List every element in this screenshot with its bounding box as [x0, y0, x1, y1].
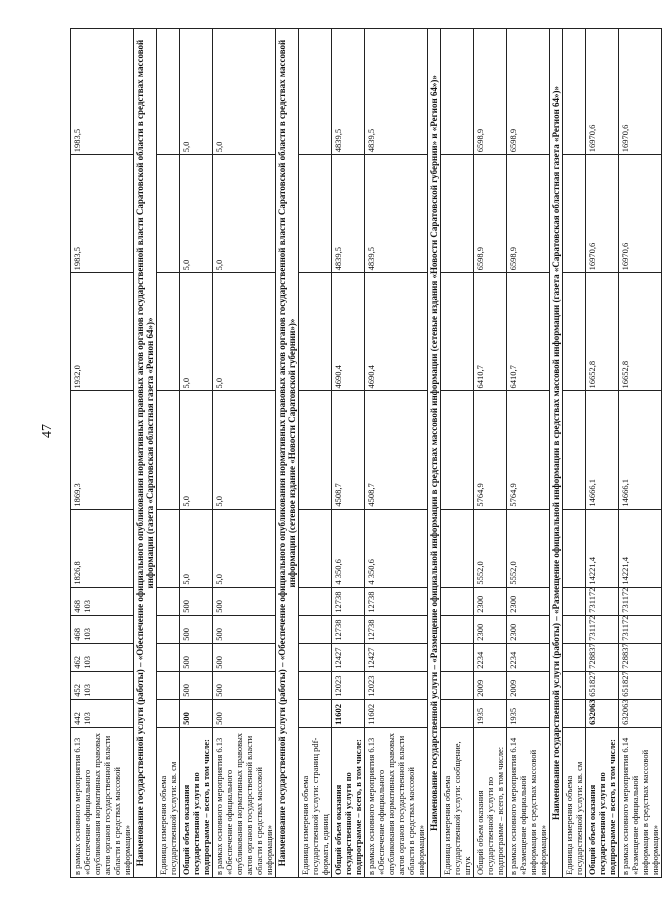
value-text: 1869,3: [72, 483, 82, 507]
value-cell: [365, 671, 428, 699]
value-cell: [365, 155, 428, 273]
value-text: 4 350,6: [366, 559, 376, 585]
section-header-row: [428, 29, 441, 878]
value-cell: [619, 699, 662, 727]
value-cell: [180, 699, 213, 727]
value-text: 4839,5: [366, 128, 376, 153]
row-label: в рамках основного мероприятия 6.14 «Размещение официальной информации в средствах массовой информации»: [619, 727, 662, 877]
table-row: [365, 29, 428, 878]
value-text: 4690,4: [366, 365, 376, 389]
value-text: 731172: [587, 615, 597, 641]
value-cell: [332, 509, 365, 587]
value-text: 500: [181, 656, 191, 669]
value-text-second: 103: [82, 599, 92, 613]
value-text: 2009: [508, 679, 518, 697]
row-label: в рамках основного мероприятия 6.13 «Обеспечение официального опубликования нормативных правовых актов органов государственной власти области в средствах массовой информации»: [213, 727, 276, 877]
table-row: [507, 29, 550, 878]
value-text: 6598,9: [475, 246, 485, 271]
value-cell: [213, 643, 276, 671]
value-cell: [180, 671, 213, 699]
value-text: 4839,5: [366, 246, 376, 271]
value-cell: [157, 643, 180, 671]
value-cell: [157, 671, 180, 699]
value-cell: [299, 615, 332, 643]
value-cell: [299, 587, 332, 615]
value-text: 14666,1: [587, 478, 597, 507]
value-text: 500: [181, 627, 191, 641]
value-text: 1983,5: [72, 246, 82, 271]
value-text: 5764,9: [508, 483, 518, 507]
value-cell: [507, 699, 550, 727]
value-cell: [586, 509, 619, 587]
page-number: 47: [40, 424, 55, 438]
value-text: 1935: [475, 707, 485, 725]
value-cell: [507, 643, 550, 671]
value-cell: [563, 29, 586, 155]
value-cell: [507, 671, 550, 699]
table-row: [71, 29, 134, 878]
value-text: 16970,6: [620, 242, 630, 271]
value-text: 500: [214, 656, 224, 669]
value-cell: [365, 391, 428, 509]
value-cell: [365, 615, 428, 643]
value-cell: [586, 643, 619, 671]
value-cell: [299, 155, 332, 273]
value-text: 500: [214, 712, 224, 725]
value-cell: [441, 587, 474, 615]
value-cell: [507, 587, 550, 615]
value-cell: [563, 391, 586, 509]
value-cell: [586, 273, 619, 391]
value-cell: [332, 391, 365, 509]
value-text: 16970,6: [620, 124, 630, 153]
value-text: 16970,6: [587, 124, 597, 153]
value-text: 500: [214, 684, 224, 697]
value-text: 442: [72, 712, 82, 725]
value-text-second: 103: [82, 656, 92, 669]
value-text: 4508,7: [333, 483, 343, 507]
value-cell: [586, 615, 619, 643]
value-cell: [71, 273, 134, 391]
value-cell: [586, 29, 619, 155]
value-cell: [563, 509, 586, 587]
value-cell: [71, 615, 134, 643]
value-text: 4690,4: [333, 365, 343, 389]
value-cell: [441, 699, 474, 727]
section-title: Наименование государственной услуги (работы) – «Размещение официальной информации в средствах массовой информации (газета «Саратовская областная газета «Регион 64»)»: [550, 29, 563, 878]
value-cell: [332, 273, 365, 391]
value-text: 728837: [587, 643, 597, 669]
value-text: 6598,9: [475, 128, 485, 153]
value-text: 468: [72, 599, 82, 613]
value-cell: [507, 155, 550, 273]
table-row: [213, 29, 276, 878]
value-cell: [332, 699, 365, 727]
value-cell: [441, 509, 474, 587]
section-title: Наименование государственной услуги (работы) – «Обеспечение официального опубликования нормативных правовых актов органов государственной власти Саратовской области в средствах массовой информации (газета «Саратовская областная газета «Регион 64»)»: [134, 29, 157, 878]
value-text: 4839,5: [333, 128, 343, 153]
value-text: 12023: [366, 675, 376, 697]
services-volume-table: [70, 28, 662, 878]
value-cell: [213, 671, 276, 699]
value-cell: [474, 671, 507, 699]
value-cell: [619, 29, 662, 155]
value-cell: [365, 29, 428, 155]
value-text: 12738: [366, 619, 376, 641]
value-cell: [474, 509, 507, 587]
value-text: 6410,7: [508, 365, 518, 389]
value-cell: [180, 273, 213, 391]
table-row: [332, 29, 365, 878]
value-text: 5,0: [214, 574, 224, 585]
value-cell: [365, 587, 428, 615]
value-cell: [157, 29, 180, 155]
value-text: 6598,9: [508, 246, 518, 271]
value-cell: [563, 643, 586, 671]
value-cell: [332, 29, 365, 155]
value-cell: [213, 155, 276, 273]
value-cell: [563, 671, 586, 699]
value-cell: [71, 509, 134, 587]
value-text-second: 103: [82, 684, 92, 697]
value-cell: [619, 587, 662, 615]
value-text: 651827: [587, 671, 597, 697]
value-cell: [157, 699, 180, 727]
value-text: 11602: [333, 704, 343, 725]
value-cell: [332, 155, 365, 273]
row-label: Единица измерения объема государственной услуги: страниц pdf-формата, единиц: [299, 727, 332, 877]
value-cell: [619, 671, 662, 699]
value-cell: [213, 587, 276, 615]
value-cell: [474, 273, 507, 391]
value-text: 728837: [620, 643, 630, 669]
value-text: 16652,8: [587, 360, 597, 389]
section-title: Наименование государственной услуги – «Размещение официальной информации в средствах массовой информации (сетевые издания «Новости Саратовской губернии» и «Регион 64»)»: [428, 29, 441, 878]
value-text: 731172: [620, 615, 630, 641]
value-text: 5552,0: [475, 561, 485, 585]
value-cell: [507, 29, 550, 155]
value-cell: [619, 643, 662, 671]
value-text: 5,0: [214, 495, 224, 507]
value-cell: [441, 391, 474, 509]
value-cell: [507, 509, 550, 587]
value-cell: [507, 273, 550, 391]
row-label: Единица измерения объема государственной услуги: кв. см: [157, 727, 180, 877]
value-cell: [157, 615, 180, 643]
value-cell: [299, 671, 332, 699]
value-cell: [441, 273, 474, 391]
value-cell: [213, 29, 276, 155]
value-text: 12427: [333, 647, 343, 669]
value-text: 6410,7: [475, 365, 485, 389]
value-text: 11602: [366, 703, 376, 725]
value-text: 2300: [475, 623, 485, 641]
value-cell: [365, 643, 428, 671]
value-cell: [213, 699, 276, 727]
value-cell: [586, 587, 619, 615]
value-cell: [299, 273, 332, 391]
value-text: 4839,5: [333, 246, 343, 271]
value-cell: [299, 29, 332, 155]
value-text: 12738: [333, 591, 343, 613]
value-text: 731172: [620, 587, 630, 613]
value-cell: [180, 587, 213, 615]
row-label: Общий объем оказания государственной услуги по подпрограмме – всего, в том числе:: [586, 727, 619, 877]
section-header-row: [550, 29, 563, 878]
value-text: 2234: [508, 651, 518, 669]
value-cell: [619, 155, 662, 273]
value-text: 2009: [475, 679, 485, 697]
value-cell: [563, 587, 586, 615]
value-text: 462: [72, 656, 82, 669]
value-cell: [474, 699, 507, 727]
value-cell: [71, 29, 134, 155]
table-row: [474, 29, 507, 878]
value-text: 500: [181, 599, 191, 613]
value-text: 6598,9: [508, 128, 518, 153]
value-text: 14221,4: [620, 557, 630, 585]
value-text: 16970,6: [587, 242, 597, 271]
value-cell: [213, 615, 276, 643]
value-text: 632063: [620, 699, 630, 725]
value-cell: [157, 155, 180, 273]
value-cell: [157, 509, 180, 587]
value-cell: [474, 643, 507, 671]
table-row: [619, 29, 662, 878]
value-cell: [441, 29, 474, 155]
value-cell: [474, 587, 507, 615]
value-text: 2234: [475, 651, 485, 669]
value-cell: [619, 273, 662, 391]
value-cell: [157, 273, 180, 391]
value-cell: [332, 671, 365, 699]
value-text: 5,0: [181, 141, 191, 153]
value-text: 12023: [333, 675, 343, 697]
row-label: в рамках основного мероприятия 6.14 «Размещение официальной информации в средствах массовой информации»: [507, 727, 550, 877]
section-title: Наименование государственной услуги (работы) – «Обеспечение официального опубликования нормативных правовых актов органов государственной власти Саратовской области в средствах массовой информации (сетевое издание «Новости Саратовской губернии»)»: [276, 29, 299, 878]
value-text: 1983,5: [72, 128, 82, 153]
value-cell: [213, 509, 276, 587]
row-label: Единица измерения объема государственной услуги: кв. см: [563, 727, 586, 877]
row-label: Общий объем оказания государственной услуги по подпрограмме – всего, в том числе:: [180, 727, 213, 877]
value-cell: [365, 699, 428, 727]
table-row: [586, 29, 619, 878]
value-cell: [586, 391, 619, 509]
value-text: 2300: [508, 595, 518, 613]
value-cell: [71, 643, 134, 671]
value-cell: [332, 587, 365, 615]
value-text: 500: [181, 684, 191, 697]
rotated-table-sheet: [70, 28, 660, 878]
value-text: 16652,8: [620, 360, 630, 389]
value-text: 4 350,6: [333, 559, 343, 585]
value-text: 500: [181, 712, 191, 725]
value-text: 1935: [508, 707, 518, 725]
value-cell: [71, 155, 134, 273]
value-cell: [180, 615, 213, 643]
value-cell: [507, 615, 550, 643]
value-text: 5,0: [214, 141, 224, 153]
value-cell: [332, 643, 365, 671]
value-cell: [563, 155, 586, 273]
value-text: 651827: [620, 671, 630, 697]
value-cell: [365, 509, 428, 587]
value-cell: [441, 643, 474, 671]
value-cell: [180, 29, 213, 155]
value-cell: [157, 391, 180, 509]
section-header-row: [134, 29, 157, 878]
row-label: Общий объем оказания государственной услуги по подпрограмме – всего, в том числе:: [474, 727, 507, 877]
value-text: 14221,4: [587, 557, 597, 585]
value-text: 5,0: [214, 259, 224, 271]
row-label: в рамках основного мероприятия 6.13 «Обеспечение официального опубликования нормативных правовых актов органов государственной власти области в средствах массовой информации»: [365, 727, 428, 877]
value-cell: [441, 671, 474, 699]
value-cell: [71, 699, 134, 727]
value-cell: [441, 615, 474, 643]
value-cell: [563, 699, 586, 727]
section-header-row: [276, 29, 299, 878]
value-text: 5764,9: [475, 483, 485, 507]
value-text: 1932,0: [72, 365, 82, 389]
value-cell: [474, 29, 507, 155]
value-cell: [586, 699, 619, 727]
value-cell: [563, 615, 586, 643]
value-text: 452: [72, 684, 82, 697]
value-cell: [474, 391, 507, 509]
value-cell: [332, 615, 365, 643]
value-text: 5552,0: [508, 561, 518, 585]
value-cell: [180, 643, 213, 671]
value-cell: [71, 587, 134, 615]
row-label: Общий объем оказания государственной услуги по подпрограмме – всего, в том числе:: [332, 727, 365, 877]
value-text: 2300: [508, 623, 518, 641]
value-text-second: 103: [82, 627, 92, 641]
value-text: 5,0: [181, 377, 191, 389]
value-cell: [619, 391, 662, 509]
value-cell: [619, 615, 662, 643]
value-text: 4508,7: [366, 483, 376, 507]
value-text: 632063: [587, 699, 597, 725]
value-cell: [180, 391, 213, 509]
value-text: 731172: [587, 587, 597, 613]
value-text: 5,0: [181, 259, 191, 271]
row-label: Единица измерения объема государственной услуги: сообщение, штук: [441, 727, 474, 877]
value-cell: [299, 643, 332, 671]
value-text: 12738: [366, 591, 376, 613]
value-text: 5,0: [214, 377, 224, 389]
value-cell: [180, 155, 213, 273]
table-row: [441, 29, 474, 878]
value-text: 500: [214, 627, 224, 641]
value-text: 468: [72, 627, 82, 641]
table-row: [180, 29, 213, 878]
table-body: [71, 29, 662, 878]
value-cell: [441, 155, 474, 273]
table-row: [299, 29, 332, 878]
value-cell: [586, 155, 619, 273]
value-text: 5,0: [181, 495, 191, 507]
value-cell: [71, 391, 134, 509]
value-cell: [586, 671, 619, 699]
row-label: в рамках основного мероприятия 6.13 «Обеспечение официального опубликования нормативных правовых актов органов государственной власти области в средствах массовой информации»: [71, 727, 134, 877]
value-text: 1826,8: [72, 561, 82, 585]
value-text-second: 103: [82, 712, 92, 725]
value-text: 12427: [366, 647, 376, 669]
value-cell: [299, 391, 332, 509]
value-cell: [507, 391, 550, 509]
value-text: 12738: [333, 619, 343, 641]
value-cell: [619, 509, 662, 587]
value-text: 5,0: [181, 574, 191, 585]
value-cell: [365, 273, 428, 391]
table-row: [563, 29, 586, 878]
value-cell: [213, 391, 276, 509]
value-cell: [563, 273, 586, 391]
value-cell: [180, 509, 213, 587]
value-text: 14666,1: [620, 478, 630, 507]
value-cell: [474, 155, 507, 273]
value-text: 500: [214, 599, 224, 613]
value-cell: [299, 509, 332, 587]
value-cell: [71, 671, 134, 699]
value-cell: [474, 615, 507, 643]
value-cell: [299, 699, 332, 727]
value-cell: [157, 587, 180, 615]
table-row: [157, 29, 180, 878]
value-cell: [213, 273, 276, 391]
value-text: 2300: [475, 595, 485, 613]
